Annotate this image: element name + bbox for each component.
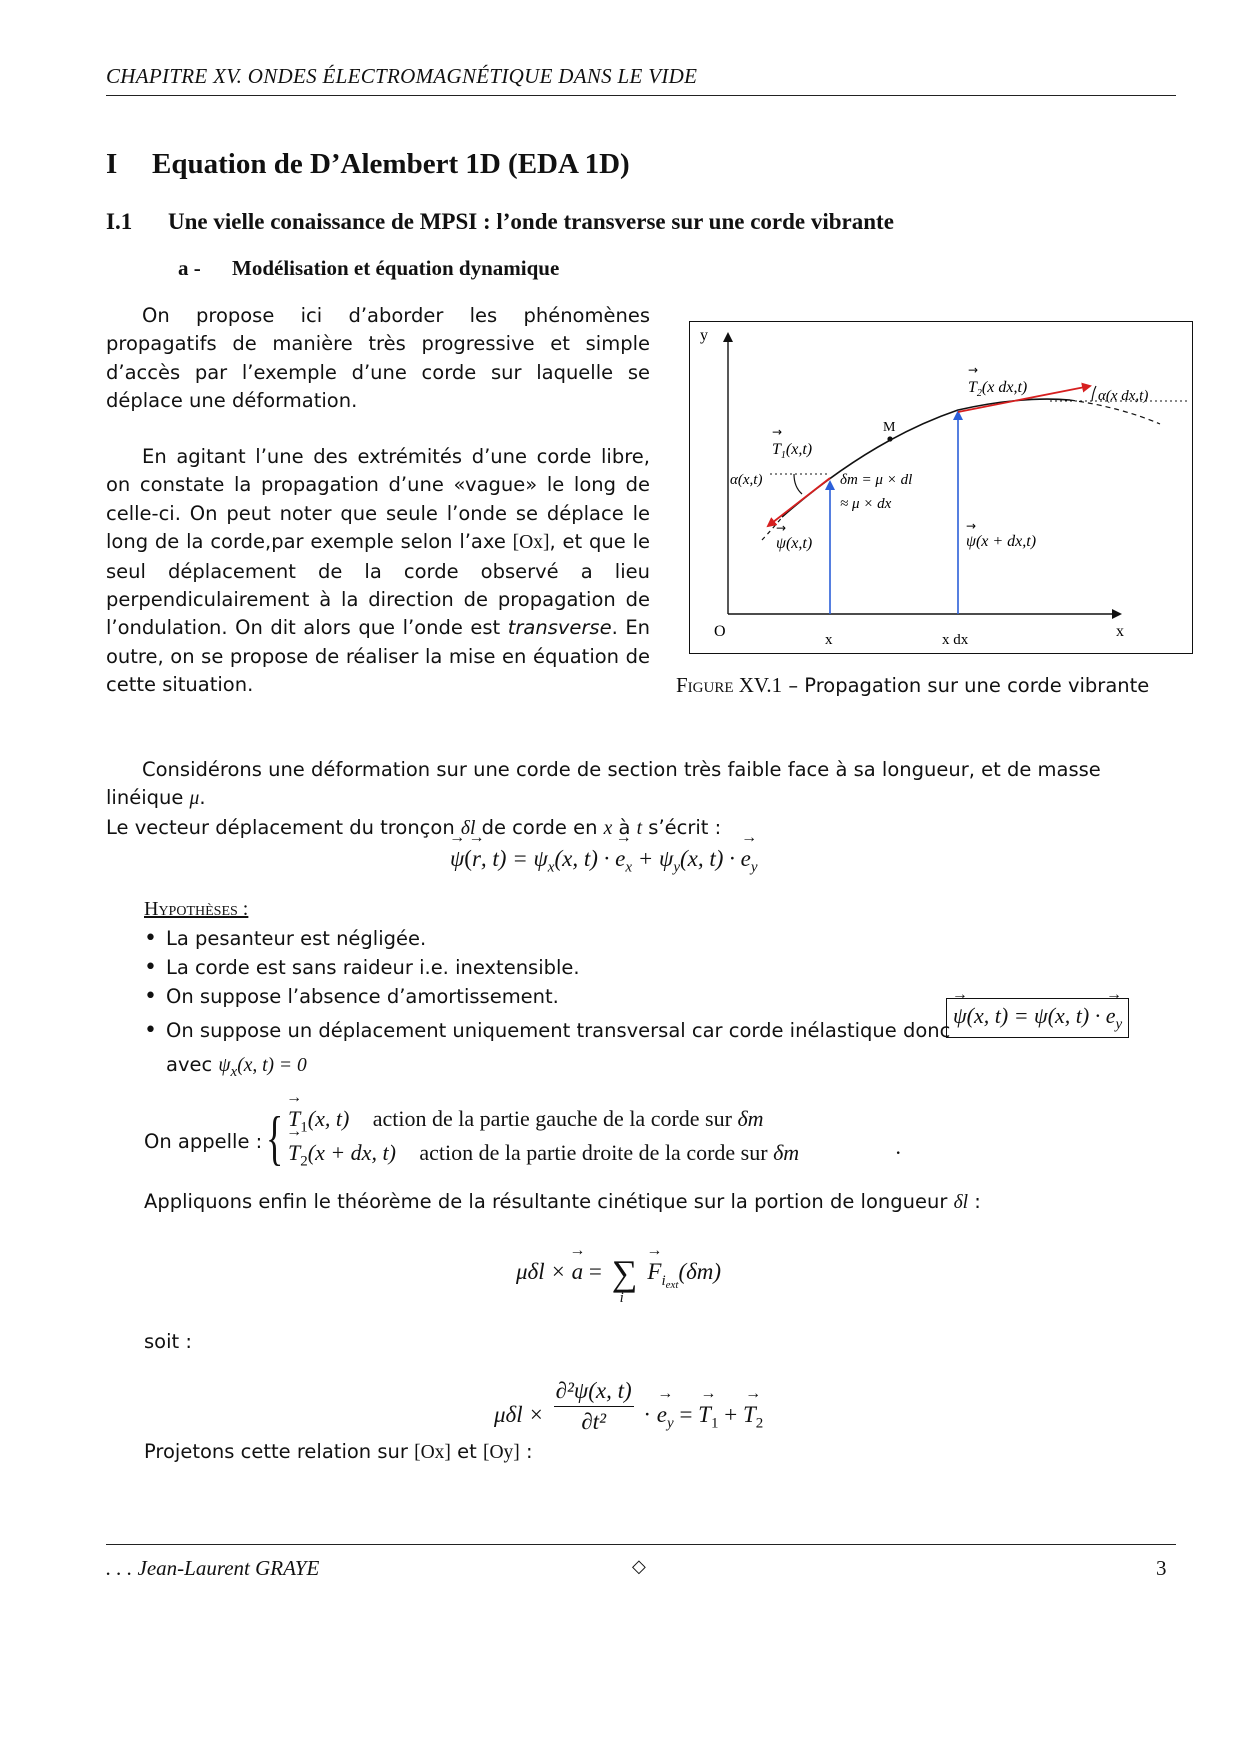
p2-text-b: , et que le seul déplacement de la corde observé a lieu perpendiculairement à la direction de propagation de l’ondulation. On dit alors que l’onde est [106, 530, 650, 640]
footer-diamond-icon: ◇ [632, 1556, 646, 1577]
xdx-tick-label: x dx [942, 632, 969, 648]
appliquons-text: Appliquons enfin le théorème de la résultante cinétique sur la portion de longueur δl : [144, 1190, 981, 1213]
figure-caption [676, 673, 1149, 698]
subsection-title [106, 209, 894, 235]
paragraph-intro-text: On propose ici d’aborder les phénomènes propagatifs de manière très progressive et simple d’accès par l’exemple d’une corde sur laquelle se déplace une déformation. [106, 304, 650, 413]
y-axis-label: y [700, 327, 708, 344]
figure-vibrating-string [689, 321, 1193, 654]
dm-label-2: ≈ μ × dx [840, 496, 892, 512]
soit-text: soit : [144, 1330, 192, 1353]
appelle-trailing-dot: . [896, 1134, 902, 1159]
hypothesis-4-line2: avec $\psi_x(x$, t) = 0 [166, 1053, 307, 1080]
x-tick-label: x [825, 632, 833, 648]
projetons-text: Projetons cette relation sur [Ox] et [Oy] : [144, 1440, 533, 1463]
psi1-label: ψ(x,t) [776, 535, 813, 552]
paragraph-intro [106, 302, 650, 416]
appelle-label: On appelle : [144, 1130, 263, 1153]
appelle-line-1: → $T_1(x$, t) action de la partie gauche de la corde sur δm [288, 1106, 764, 1136]
p3-mu: μ [189, 788, 200, 810]
p2-axis: [Ox] [512, 532, 550, 554]
figure-caption-text: – Propagation sur une corde vibrante [782, 674, 1150, 697]
psi1-vec-arrow: → [776, 521, 787, 535]
footer-author: . . . Jean-Laurent GRAYE [106, 1556, 320, 1580]
sum-symbol: ∑ i [611, 1253, 638, 1306]
point-m [887, 436, 892, 441]
dm-label-1: δm = μ × dl [840, 472, 913, 488]
p3-dl: δl [460, 817, 476, 839]
paragraph-definition [106, 756, 1176, 843]
point-m-label: M [883, 420, 896, 435]
footer-rule [106, 1544, 1176, 1545]
eq-disp-psi: → ψ [450, 846, 464, 872]
t1-label: $T_1(x,t)$ [772, 441, 813, 461]
header-rule [106, 95, 1176, 96]
origin-label: O [714, 623, 726, 640]
subsubsection-title-text: Modélisation et équation dynamique [232, 256, 560, 280]
left-brace: { [266, 1105, 284, 1171]
equation-resultant: μδl × → a = ∑ i → $F_{i_{ext}}(\delta m)$ [516, 1246, 721, 1290]
t1-arrow [768, 478, 830, 526]
t2-label: $T_2(x$ dx,t) [968, 379, 1028, 399]
figure-caption-label: Figure XV.1 [676, 673, 783, 697]
psi2-label: ψ(x + dx,t) [966, 533, 1037, 550]
fraction: $\frac{\text{∂²ψ(x, t)}}{\text{∂t²}}$ [555, 1378, 632, 1434]
hypothesis-4-math: $\psi_x(x$, t) = 0 [218, 1055, 307, 1080]
section-number: I [106, 148, 118, 180]
running-header: CHAPITRE XV. ONDES ÉLECTROMAGNÉTIQUE DANS LE VIDE [106, 64, 698, 88]
page-number: 3 [1156, 1556, 1167, 1580]
eq-disp-ey: → $e_y$ [741, 846, 758, 877]
hypothesis-4-text: On suppose un déplacement uniquement transversal car corde inélastique donc [166, 1019, 951, 1042]
psi2-vec-arrow: → [966, 519, 977, 533]
p3-x: x [603, 817, 613, 839]
alpha1-label: α(x,t) [730, 472, 763, 488]
subsection-number: I.1 [106, 209, 133, 234]
subsubsection-number: a - [178, 256, 201, 280]
string-curve [782, 399, 1070, 517]
p3-text-e: à [618, 815, 631, 839]
appelle-line-2: → $T_2(x$ + dx, t) action de la partie droite de la corde sur δm [288, 1140, 799, 1170]
hypotheses-title: Hypothèses : [144, 898, 249, 920]
paragraph-transverse [106, 443, 650, 700]
subsubsection-title [178, 256, 559, 281]
hypothesis-item: • La corde est sans raideur i.e. inextensible. [144, 953, 1184, 982]
figure-diagram [690, 322, 1192, 653]
p2-text-a: En agitant l’une des extrémités d’une corde libre, on constate la propagation d’une «vague» le long de celle-ci. On peut noter que seule l’onde se déplace le long de la corde,par exemple selon l’axe [106, 445, 650, 554]
equation-displacement: → ψ(→ r, $t) = \psi_x(x$, t) · → $e_x + \psi_y(x$, t) · → $e_y$ [450, 846, 758, 877]
alpha1-arc [794, 474, 802, 494]
p3-text-b: . [199, 786, 206, 810]
equation-dynamic: μδl × $\frac{\text{∂²ψ(x, t)}}{\text{∂t²}}$ · → $e_y$ = → $T_1$ + → $T_2$ [494, 1378, 763, 1452]
p2-text-c: . En outre, on se propose de réaliser la mise en équation de cette situation. [106, 616, 651, 697]
x-axis-label: x [1116, 623, 1124, 640]
p3-text-f: s’écrit : [648, 815, 722, 839]
alpha2-arc [1092, 386, 1096, 401]
hypothesis-item: • La pesanteur est négligée. [144, 924, 1184, 953]
eq-disp-ex: → $e_x$ [615, 846, 632, 877]
section-title-text: Equation de D’Alembert 1D (EDA 1D) [152, 148, 630, 180]
p2-italic: transverse [507, 616, 612, 640]
p3-t: t [636, 817, 643, 839]
alpha2-label: α(x dx,t) [1098, 388, 1149, 404]
p3-text-a: Considérons une déformation sur une corde de section très faible face à sa longueur, et de masse linéique [106, 758, 1101, 810]
section-title [106, 148, 630, 181]
subsection-title-text: Une vielle conaissance de MPSI : l’onde transverse sur une corde vibrante [168, 209, 894, 234]
eq-disp-r: → r [472, 846, 481, 872]
p3-text-c: Le vecteur déplacement du tronçon [106, 815, 455, 839]
hypothesis-item: • On suppose l’absence d’amortissement. [144, 982, 1184, 1011]
boxed-transverse-equation: → ψ(x, t) = ψ(x, t) · → $e_y$ [946, 998, 1129, 1038]
t1-vec-arrow: → [772, 425, 783, 439]
p3-text-d: de corde en [481, 815, 598, 839]
t2-vec-arrow: → [968, 363, 979, 377]
